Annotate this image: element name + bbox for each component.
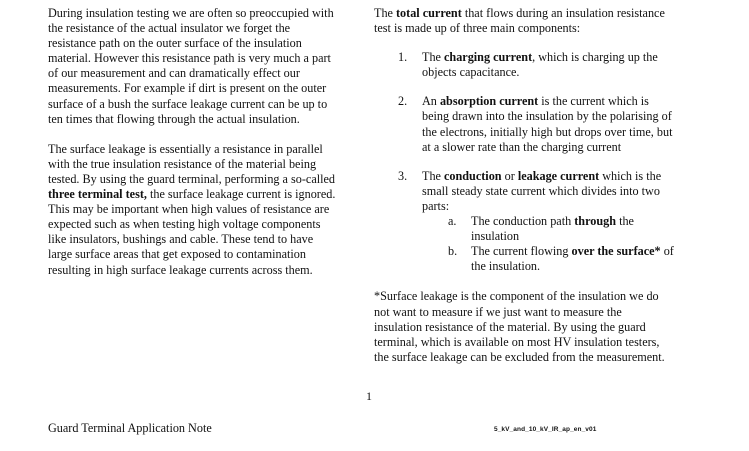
text-span: , which is charging up the [532,50,658,65]
text-span: of [660,244,674,259]
sub-item-over-surface [374,244,696,274]
text-line: material. However this resistance path is very much a part [48,51,331,66]
text-line [374,6,696,21]
text-span: that flows during an insulation resistance [461,6,665,20]
text-line: the surface leakage can be excluded from the measurement. [374,349,665,364]
text-line: insulation [471,229,520,244]
footer-doc-code: 5_kV_and_10_kV_IR_ap_en_v01 [494,426,597,433]
list-number: 1. [398,50,408,65]
text-span: or [501,168,518,183]
bold-term: through [574,214,617,229]
text-line [422,50,696,65]
bold-term: over the surface* [571,244,661,259]
bold-term: charging current [444,50,533,65]
list-item-absorption-current [374,94,696,154]
list-item-charging-current [374,50,696,80]
text-span: the surface leakage current is ignored. [146,187,336,202]
bold-term: total current [396,6,462,20]
bold-term: absorption current [439,94,539,109]
paragraph-surface-leakage [48,142,360,278]
text-span: The current flowing [471,244,572,259]
footer-title: Guard Terminal Application Note [48,421,212,435]
text-line: insulation resistance of the material. By using the guard [374,319,646,334]
text-line: being drawn into the insulation by the polarising of [422,109,672,124]
text-line: surface of a bush the surface leakage current can be up to [48,96,328,111]
text-line [471,214,696,229]
text-line: large surface areas that get exposed to contamination [48,247,306,262]
page-number: 1 [366,389,372,403]
text-span: the [616,214,634,229]
sub-item-through-insulation [374,214,696,244]
text-line: test is made up of three main components: [374,21,581,36]
text-line: The surface leakage is essentially a resistance in parallel [48,141,323,156]
text-line: of our measurement and can dramatically effect our [48,66,300,81]
text-line: parts: [422,198,450,213]
text-line: at a slower rate than the charging current [422,139,622,154]
list-number: 2. [398,94,408,109]
text-line: the electrons, initially high but drops over time, but [422,124,673,139]
text-line: with the true insulation resistance of the material being [48,156,317,171]
text-span: An [422,94,440,109]
text-line: like insulators, bushings and cable. These tend to have [48,232,314,247]
text-line: ten times that flowing through the actual insulation. [48,111,300,126]
text-line: measurements. For example if dirt is present on the outer [48,81,327,96]
text-span: The conduction path [471,214,575,229]
text-span: The [374,6,396,20]
bold-term: conduction [444,168,502,183]
text-line: not want to measure if we just want to measure the [374,304,622,319]
text-line [471,244,696,259]
text-line: the resistance of the actual insulator we forget the [48,21,291,36]
text-line: tested. By using the guard terminal, performing a so-called [48,171,336,186]
list-number: 3. [398,168,408,183]
text-line: During insulation testing we are often so preoccupied with [48,6,334,20]
list-letter: b. [448,244,458,259]
text-line: terminal, which is available on most HV insulation testers, [374,334,660,349]
text-line: expected such as when testing high voltage components [48,217,321,232]
text-span: The [422,50,444,65]
text-line: resulting in high surface leakage currents across them. [48,262,313,277]
left-column [48,6,360,278]
text-span: is the current which is [538,94,649,109]
right-column [374,6,696,365]
bold-term: three terminal test, [48,187,147,202]
text-line: objects capacitance. [422,65,520,80]
text-span: The [422,168,444,183]
paragraph-surface-resistance [48,6,360,127]
list-item-leakage-current [374,169,696,214]
text-line: small steady state current which divides into two [422,183,660,198]
text-line [422,169,696,184]
text-line [48,187,360,202]
paragraph-total-current [374,6,696,36]
text-span: which is the [599,168,662,183]
text-line: resistance path on the outer surface of the insulation [48,36,302,51]
text-line: This may be important when high values of resistance are [48,202,330,217]
footnote-surface-leakage [374,289,696,364]
text-line: *Surface leakage is the component of the insulation we do [374,289,659,304]
text-line: the insulation. [471,259,541,274]
bold-term: leakage current [517,168,600,183]
list-letter: a. [448,214,457,229]
text-line [422,94,696,109]
